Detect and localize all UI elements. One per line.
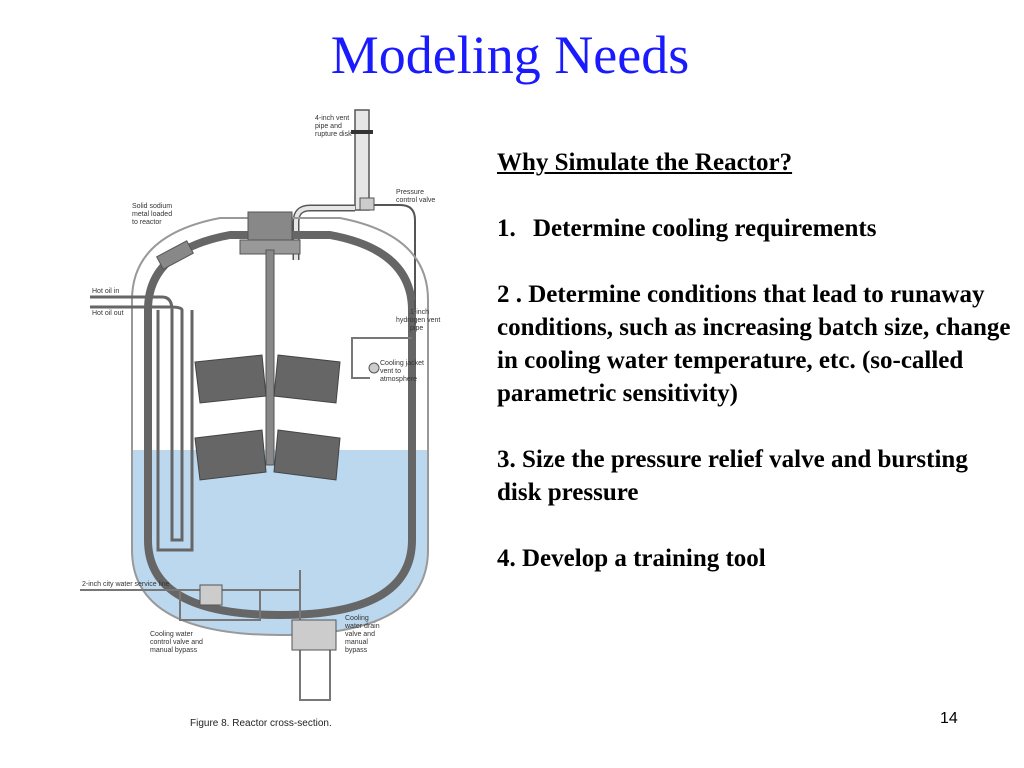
label-vent-pipe: 4-inch vent: [315, 115, 350, 122]
label-hot-oil-in: Hot oil in: [92, 288, 120, 295]
item-text: Determine cooling requirements: [533, 215, 877, 242]
label-hydrogen: 1-inch: [410, 309, 430, 316]
content-heading: Why Simulate the Reactor?: [497, 149, 793, 176]
cooling-water: [132, 450, 428, 635]
svg-text:manual bypass: manual bypass: [150, 647, 198, 654]
item-text: Determine conditions that lead to runaway conditions, such as increasing batch size, change in cooling water temperature, etc. (so-called parametric sensitivity): [497, 281, 1011, 407]
vent-pipe: [355, 110, 369, 210]
item-number: 3.: [497, 446, 516, 473]
label-drain: Cooling: [345, 615, 369, 622]
list-item: [497, 542, 1017, 575]
item-number: 4.: [497, 545, 516, 572]
svg-text:to reactor: to reactor: [132, 219, 162, 226]
reactor-diagram: [70, 100, 490, 740]
list-item: [497, 212, 1017, 245]
blade-upper-right: [274, 355, 340, 403]
item-number: 2 .: [497, 281, 522, 308]
svg-text:pipe and: pipe and: [315, 123, 342, 130]
list-item: [497, 278, 1017, 410]
svg-text:control valve and: control valve and: [150, 639, 203, 646]
svg-text:manual: manual: [345, 639, 368, 646]
label-pressure-valve: Pressure: [396, 189, 425, 196]
label-hot-oil-out: Hot oil out: [92, 310, 124, 317]
content-block: [497, 146, 1017, 608]
item-text: Size the pressure relief valve and bursting disk pressure: [497, 446, 968, 506]
label-control-valve: Cooling water: [150, 631, 193, 638]
drain-valve: [292, 620, 336, 650]
svg-text:metal loaded: metal loaded: [132, 211, 173, 218]
agitator-shaft: [266, 250, 274, 465]
svg-text:valve and: valve and: [345, 631, 375, 638]
label-water-line: 2-inch city water service line: [82, 581, 170, 588]
label-sodium: Solid sodium: [132, 203, 173, 210]
sodium-port: [157, 241, 194, 269]
control-valve: [200, 585, 222, 605]
blade-upper-left: [195, 355, 266, 403]
svg-text:bypass: bypass: [345, 647, 368, 654]
svg-text:control valve: control valve: [396, 197, 436, 204]
rupture-disk: [351, 130, 373, 134]
blade-lower-right: [274, 430, 340, 480]
blade-lower-left: [195, 430, 266, 480]
svg-text:hydrogen vent: hydrogen vent: [396, 317, 441, 324]
svg-text:water drain: water drain: [345, 623, 380, 630]
svg-text:pipe: pipe: [410, 325, 424, 332]
svg-text:vent to: vent to: [380, 368, 402, 375]
figure-caption: Figure 8. Reactor cross-section.: [190, 718, 332, 729]
list-item: [497, 443, 1017, 509]
svg-text:rupture disk: rupture disk: [315, 131, 352, 138]
pressure-valve: [360, 198, 374, 210]
svg-text:atmosphere: atmosphere: [380, 376, 417, 383]
slide-title: Modeling Needs: [330, 25, 690, 85]
page-number: 14: [940, 710, 958, 727]
item-text: Develop a training tool: [522, 545, 766, 572]
label-jacket-vent: Cooling jacket: [380, 360, 424, 367]
item-number: 1.: [497, 215, 516, 242]
